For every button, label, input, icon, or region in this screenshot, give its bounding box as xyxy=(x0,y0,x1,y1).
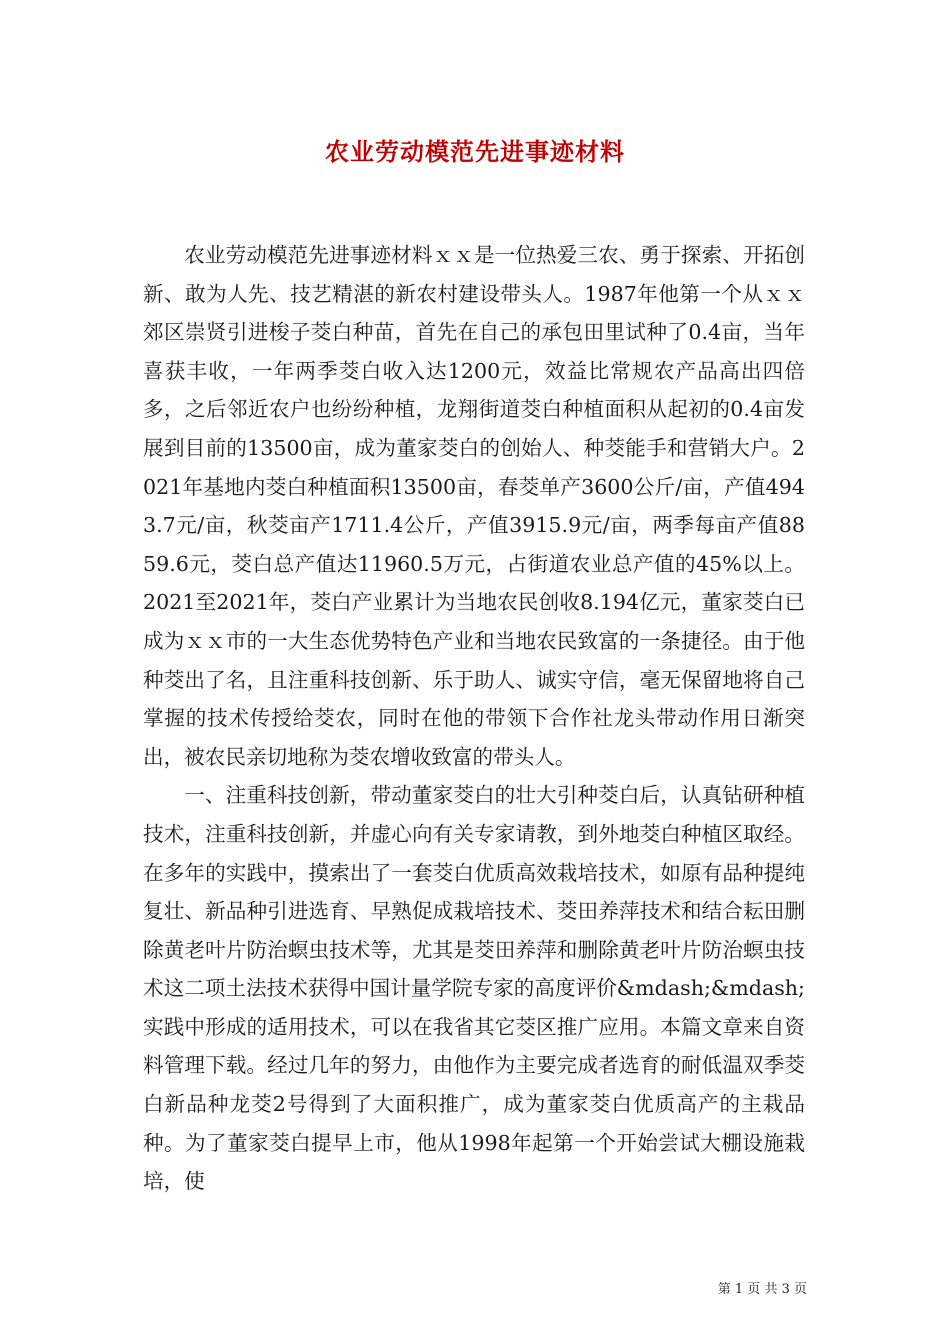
page-number: 第 1 页 共 3 页 xyxy=(717,1282,807,1297)
document-body xyxy=(143,236,805,1201)
paragraph-section-1: 一、注重科技创新，带动董家茭白的壮大引种茭白后，认真钻研种植技术，注重科技创新，并虚心向有关专家请教，到外地茭白种植区取经。在多年的实践中，摸索出了一套茭白优质高效栽培技术，如原有品种提纯复壮、新品种引进选育、早熟促成栽培技术、茭田养萍技术和结合耘田删除黄老叶片防治螟虫技术等，尤其是茭田养萍和删除黄老叶片防治螟虫技术这二项土法技术获得中国计量学院专家的高度评价&mdash;&mdash;实践中形成的适用技术，可以在我省其它茭区推广应用。本篇文章来自资料管理下载。经过几年的努力，由他作为主要完成者选育的耐低温双季茭白新品种龙茭2号得到了大面积推广，成为董家茭白优质高产的主栽品种。为了董家茭白提早上市，他从1998年起第一个开始尝试大棚设施栽培，使 xyxy=(143,783,805,1194)
paragraph-intro: 农业劳动模范先进事迹材料ｘｘ是一位热爱三农、勇于探索、开拓创新、敢为人先、技艺精湛的新农村建设带头人。1987年他第一个从ｘｘ郊区崇贤引进梭子茭白种苗，首先在自己的承包田里试种了0.4亩，当年喜获丰收，一年两季茭白收入达1200元，效益比常规农产品高出四倍多，之后邻近农户也纷纷种植，龙翔街道茭白种植面积从起初的0.4亩发展到目前的13500亩，成为董家茭白的创始人、种茭能手和营销大户。2021年基地内茭白种植面积13500亩，春茭单产3600公斤/亩，产值4943.7元/亩，秋茭亩产1711.4公斤，产值3915.9元/亩，两季每亩产值8859.6元，茭白总产值达11960.5万元，占街道农业总产值的45%以上。2021至2021年，茭白产业累计为当地农民创收8.194亿元，董家茭白已成为ｘｘ市的一大生态优势特色产业和当地农民致富的一条捷径。由于他种茭出了名，且注重科技创新、乐于助人、诚实守信，毫无保留地将自己掌握的技术传授给茭农，同时在他的带领下合作社龙头带动作用日渐突出，被农民亲切地称为茭农增收致富的带头人。 xyxy=(143,243,805,769)
document-title: 农业劳动模范先进事迹材料 xyxy=(325,137,625,166)
